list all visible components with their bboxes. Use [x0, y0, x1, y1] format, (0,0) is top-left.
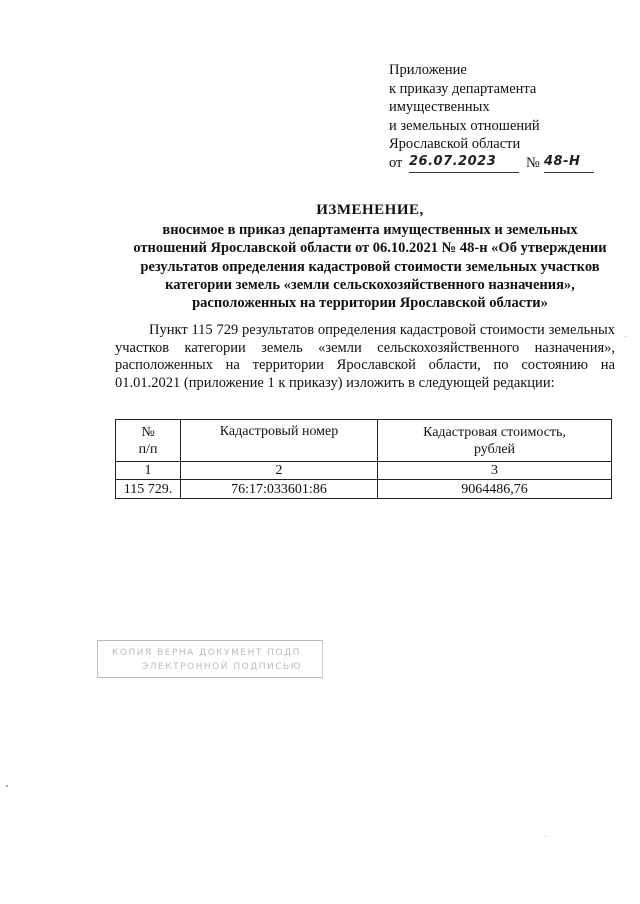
title-line-3: результатов определения кадастровой стоимости земельных участков	[140, 258, 600, 275]
date-prefix: от	[389, 154, 403, 171]
stamp-line-1: КОПИЯ ВЕРНА ДОКУМЕНТ ПОДП	[112, 648, 301, 658]
table-header-row	[116, 420, 612, 462]
date-number-line	[389, 154, 609, 174]
table-row	[116, 480, 612, 499]
title-heading: ИЗМЕНЕНИЕ,	[316, 202, 424, 218]
index-cell: 2	[181, 462, 378, 480]
scan-speck	[625, 336, 626, 337]
row-cadastral-number: 76:17:033601:86	[181, 480, 378, 499]
title-line-4: категории земель «земли сельскохозяйственного назначения»,	[165, 276, 575, 293]
header-number	[116, 420, 181, 462]
header-cadastral-value	[378, 420, 612, 462]
index-cell: 3	[378, 462, 612, 480]
stamp-line-2: ЭЛЕКТРОННОЙ ПОДПИСЬЮ	[142, 662, 302, 672]
document-title	[100, 201, 640, 312]
header-value-line-2: рублей	[473, 441, 516, 457]
appendix-line-5: Ярославской области	[389, 136, 521, 153]
appendix-header	[389, 61, 609, 174]
appendix-line-2: к приказу департамента	[389, 80, 537, 97]
handwritten-date: 26.07.2023	[409, 153, 519, 173]
handwritten-number: 48-Н	[544, 153, 594, 173]
scan-speck	[545, 836, 546, 837]
row-cadastral-value: 9064486,76	[378, 480, 612, 499]
electronic-signature-stamp	[97, 640, 323, 678]
table-index-row	[116, 462, 612, 480]
header-cadastral-number: Кадастровый номер	[181, 420, 378, 462]
number-prefix: №	[526, 154, 540, 171]
row-number: 115 729.	[116, 480, 181, 499]
title-line-5: расположенных на территории Ярославской области»	[192, 295, 548, 312]
cadastral-table	[115, 419, 612, 499]
title-line-1: вносимое в приказ департамента имущественных и земельных	[162, 222, 578, 239]
scan-speck	[6, 785, 8, 787]
index-cell: 1	[116, 462, 181, 480]
body-paragraph	[115, 322, 615, 392]
appendix-line-4: и земельных отношений	[389, 117, 540, 134]
appendix-line-1: Приложение	[389, 62, 467, 78]
appendix-line-3: имущественных	[389, 99, 490, 116]
body-paragraph-text: Пункт 115 729 результатов определения кадастровой стоимости земельных участков категории земель «земли сельскохозяйственного назначения», расположенных на территории Ярославской области, по состоянию на 01.01.2021 (приложение 1 к приказу) изложить в следующей редакции:	[115, 322, 615, 391]
title-line-2: отношений Ярославской области от 06.10.2021 № 48-н «Об утверждении	[133, 240, 607, 257]
header-number-line-2: п/п	[138, 441, 158, 457]
header-number-line-1: №	[141, 424, 155, 440]
header-value-line-1: Кадастровая стоимость,	[423, 424, 566, 440]
